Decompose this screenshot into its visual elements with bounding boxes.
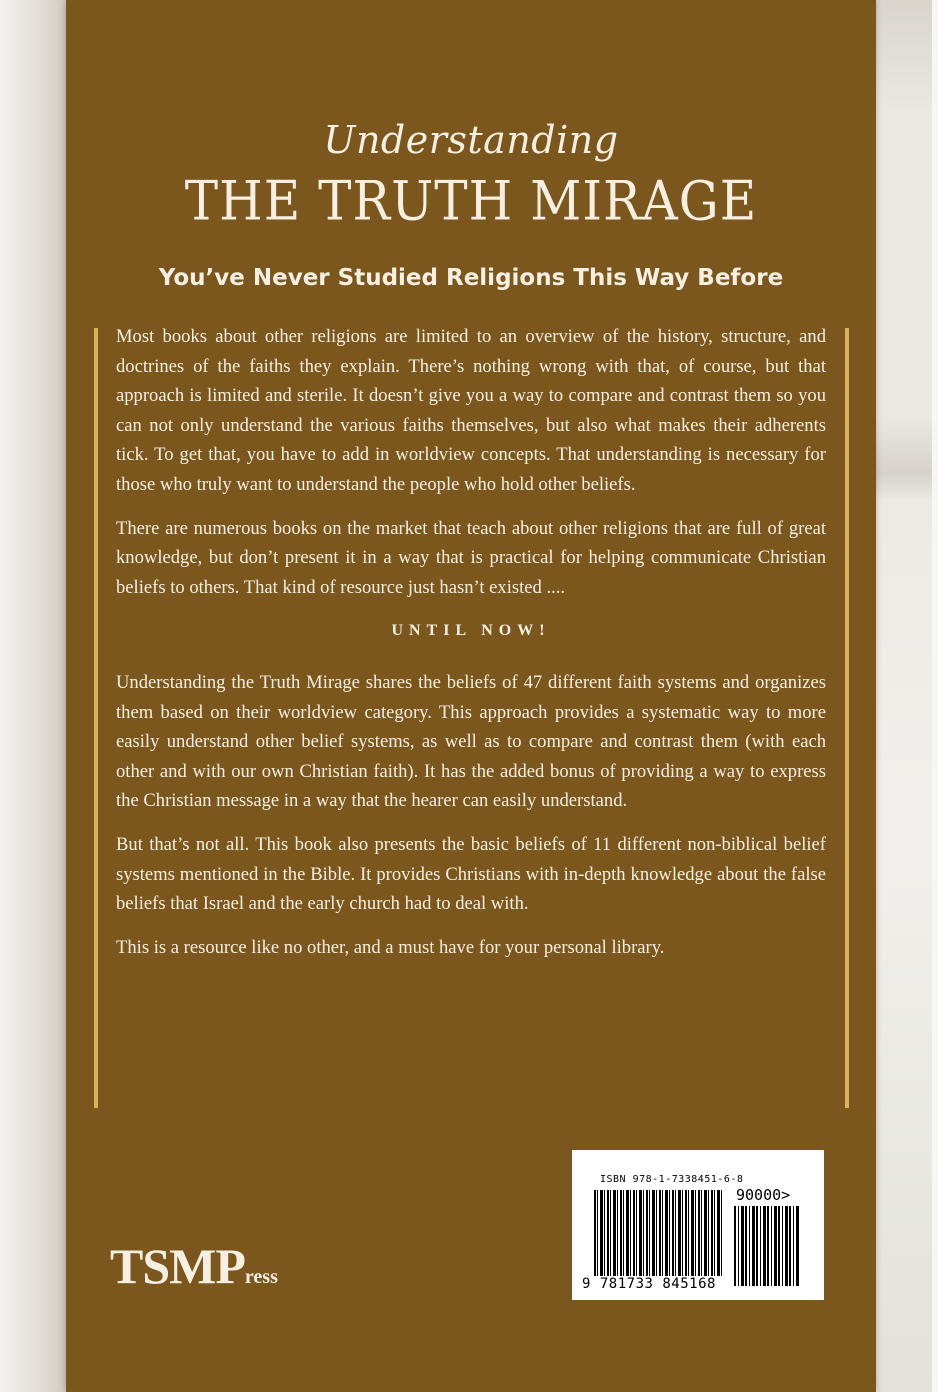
book-title: THE TRUTH MIRAGE: [184, 169, 758, 233]
title-kicker: Understanding: [323, 118, 619, 162]
book-subtitle: You’ve Never Studied Religions This Way Before: [158, 265, 784, 291]
publisher-logo: [110, 1237, 278, 1295]
price-code: 90000>: [736, 1186, 791, 1204]
blurb-paragraph: This is a resource like no other, and a must have for your personal library.: [116, 936, 665, 958]
blurb-paragraph: Understanding the Truth Mirage shares the beliefs of 47 different faith systems and organizes them based on their worldview category. This approach provides a systematic way to more easily understand other belief systems, as well as to compare and contrast them (with each other and with our own Christian faith). It has the added bonus of providing a way to express the Christian message in a way that the hearer can easily understand.: [116, 671, 826, 812]
publisher-logo-main: TSMP: [110, 1238, 245, 1294]
blurb: [116, 322, 826, 976]
isbn-label: ISBN 978-1-7338451-6-8: [600, 1174, 744, 1185]
background-left: [0, 0, 66, 1392]
decorative-rule-right: [845, 328, 849, 1108]
background-right: [876, 0, 938, 1392]
decorative-rule-left: [94, 328, 98, 1108]
blurb-paragraph: There are numerous books on the market that teach about other religions that are full of great knowledge, but don’t present it in a way that is practical for helping communicate Christian beliefs to others. That kind of resource just hasn’t existed ....: [116, 517, 826, 598]
book-back-cover: [66, 0, 876, 1392]
until-now-heading: UNTIL NOW!: [391, 622, 551, 640]
publisher-logo-suffix: ress: [244, 1266, 278, 1288]
isbn-digits: 9 781733 845168: [582, 1276, 732, 1292]
barcode-addon-bars: [734, 1206, 800, 1286]
barcode-bars: [594, 1190, 722, 1278]
blurb-paragraph: Most books about other religions are limited to an overview of the history, structure, and doctrines of the faiths they explain. There’s nothing wrong with that, of course, but that approach is limited and sterile. It doesn’t give you a way to compare and contrast them so you can not only understand the various faiths themselves, but also what makes their adherents tick. To get that, you have to add in worldview concepts. That understanding is necessary for those who truly want to understand the people who hold other beliefs.: [116, 326, 826, 495]
isbn-barcode: [572, 1150, 824, 1300]
blurb-paragraph: But that’s not all. This book also presents the basic beliefs of 11 different non-biblical belief systems mentioned in the Bible. It provides Christians with in-depth knowledge about the false beliefs that Israel and the early church had to deal with.: [116, 833, 826, 915]
